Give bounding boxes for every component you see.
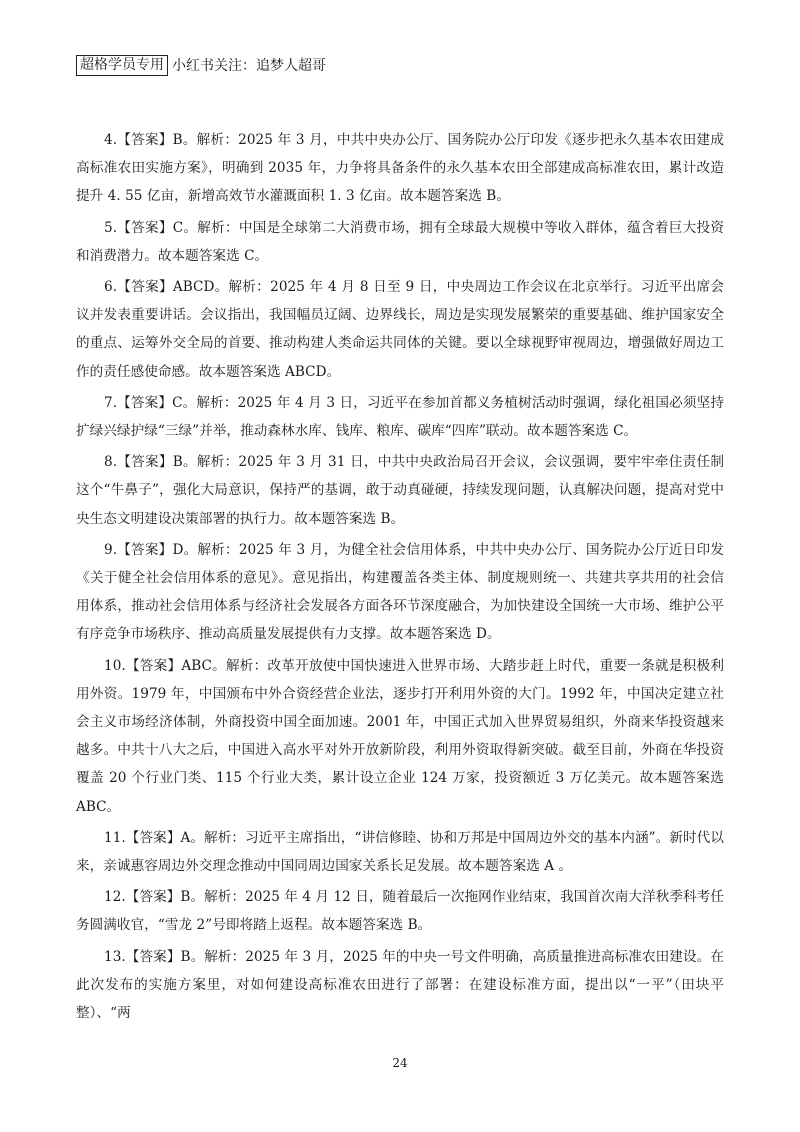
answer-paragraph-10: 10.【答案】ABC。解析：改革开放使中国快速进入世界市场、大踏步赶上时代，重要一条就是积极利用外资。1979 年，中国颁布中外合资经营企业法，逐步打开利用外资的大门。1992 年，中国决定建立社会主义市场经济体制，外商投资中国全面加速。2001 年，中国正式加入世界贸易组织，外商来华投资越来越多。中共十八大之后，中国进入高水平对外开放新阶段，利用外资取得新突破。截至目前，外商在华投资覆盖 20 个行业门类、115 个行业大类，累计设立企业 124 万家，投资额近 3 万亿美元。故本题答案选 ABC。 <box>76 657 724 815</box>
answer-paragraph-9: 9.【答案】D。解析：2025 年 3 月，为健全社会信用体系，中共中央办公厅、国务院办公厅近日印发《关于健全社会信用体系的意见》。意见指出，构建覆盖各类主体、制度规则统一、共建共享共用的社会信用体系，推动社会信用体系与经济社会发展各方面各环节深度融合，为加快建设全国统一大市场、维护公平有序竞争市场秩序、推动高质量发展提供有力支撑。故本题答案选 D。 <box>76 541 724 643</box>
answer-explanations <box>76 126 724 1030</box>
answer-paragraph-13: 13.【答案】B。解析：2025 年 3 月，2025 年的中央一号文件明确，高质量推进高标准农田建设。在此次发布的实施方案里，对如何建设高标准农田进行了部署：在建设标准方面，提出以“一平”（田块平整）、“两 <box>76 948 724 1022</box>
answer-paragraph-7: 7.【答案】C。解析：2025 年 4 月 3 日，习近平在参加首都义务植树活动时强调，绿化祖国必须坚持扩绿兴绿护绿“三绿”并举，推动森林水库、钱库、粮库、碳库“四库”联动。故本题答案选 C。 <box>76 394 724 440</box>
page-number: 24 <box>392 1056 408 1070</box>
page-header <box>76 55 326 76</box>
answer-paragraph-11: 11.【答案】A。解析：习近平主席指出，“讲信修睦、协和万邦是中国周边外交的基本内涵”。新时代以来，亲诚惠容周边外交理念推动中国同周边国家关系长足发展。故本题答案选 A 。 <box>76 829 724 875</box>
answer-paragraph-5: 5.【答案】C。解析：中国是全球第二大消费市场，拥有全球最大规模中等收入群体，蕴含着巨大投资和消费潜力。故本题答案选 C。 <box>76 219 724 264</box>
header-tag: 超格学员专用 <box>76 55 168 76</box>
answer-paragraph-4: 4.【答案】B。解析：2025 年 3 月，中共中央办公厅、国务院办公厅印发《逐步把永久基本农田建成高标准农田实施方案》，明确到 2035 年，力争将具备条件的永久基本农田全部建成高标准农田，累计改造提升 4. 55 亿亩，新增高效节水灌溉面积 1. 3 亿亩。故本题答案选 B。 <box>76 132 724 205</box>
header-text: 小红书关注：追梦人超哥 <box>172 57 326 74</box>
answer-paragraph-12: 12.【答案】B。解析：2025 年 4 月 12 日，随着最后一次拖网作业结束，我国首次南大洋秋季科考任务圆满收官，“雪龙 2”号即将踏上返程。故本题答案选 B。 <box>76 889 724 934</box>
answer-paragraph-6: 6.【答案】ABCD。解析：2025 年 4 月 8 日至 9 日，中央周边工作会议在北京举行。习近平出席会议并发表重要讲话。会议指出，我国幅员辽阔、边界线长，周边是实现发展繁荣的重要基础、维护国家安全的重点、运筹外交全局的首要、推动构建人类命运共同体的关键。要以全球视野审视周边，增强做好周边工作的责任感使命感。故本题答案选 ABCD。 <box>76 279 724 380</box>
answer-paragraph-8: 8.【答案】B。解析：2025 年 3 月 31 日，中共中央政治局召开会议，会议强调，要牢牢牵住责任制这个“牛鼻子”，强化大局意识，保持严的基调，敢于动真碰硬，持续发现问题，认真解决问题，提高对党中央生态文明建设决策部署的执行力。故本题答案选 B。 <box>76 454 724 527</box>
